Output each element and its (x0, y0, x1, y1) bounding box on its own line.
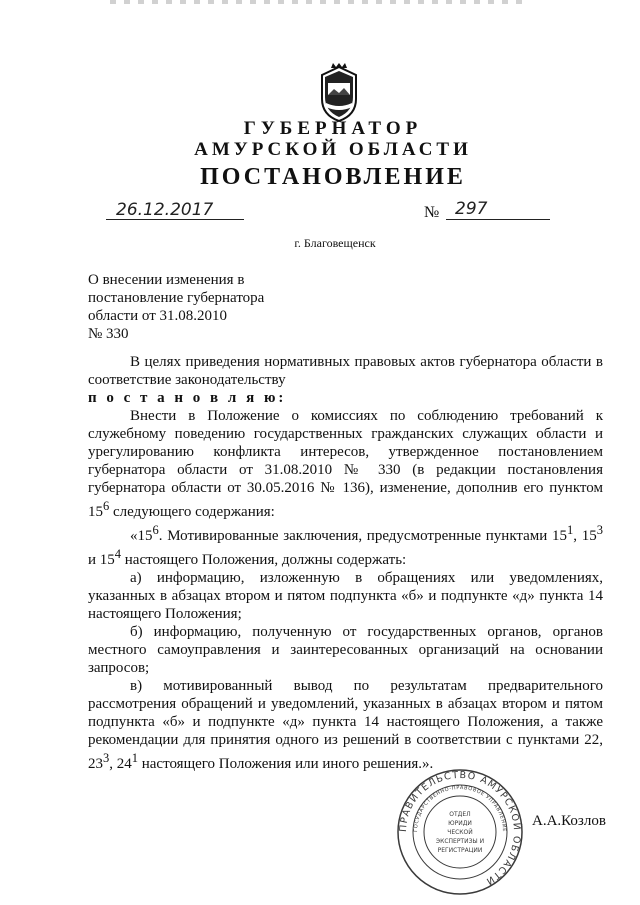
paragraph-text: настоящего Положения, должны содержать: (121, 552, 407, 568)
coat-of-arms-icon (316, 63, 362, 123)
superscript: 3 (103, 751, 110, 765)
stamp-ring-text: ПРАВИТЕЛЬСТВО АМУРСКОЙ ОБЛАСТИ (397, 769, 523, 888)
date-underline (106, 219, 244, 220)
subject-line: О внесении изменения в (88, 272, 245, 288)
scan-artifact (110, 0, 530, 4)
paragraph-text: «15 (130, 528, 153, 544)
superscript: 4 (114, 547, 122, 561)
paragraph-text: следующего содержания: (109, 504, 275, 520)
header-governor: ГУБЕРНАТОР (243, 118, 423, 139)
superscript: 3 (596, 523, 604, 537)
superscript: 6 (152, 523, 159, 537)
paragraph-text: настоящего Положения или иного решения.». (138, 756, 434, 772)
paragraph-15-6 (88, 521, 603, 569)
item-b: б) информацию, полученную от государственных органов, органов местного самоуправления и заинтересованных организаций на основании запросов; (88, 624, 603, 676)
stamp-inner-text: ГОСУДАРСТВЕННО-ПРАВОВОЕ УПРАВЛЕНИЕ (412, 784, 508, 833)
subject-line: области от 31.08.2010 (88, 308, 227, 324)
document-subject (88, 271, 264, 343)
stamp-center-line: ЧЕСКОЙ (447, 829, 473, 836)
document-type: ПОСТАНОВЛЕНИЕ (200, 164, 466, 190)
signature-name: А.А.Козлов (532, 813, 606, 829)
item-v (88, 677, 603, 773)
stamp-center-line: ОТДЕЛ (449, 811, 471, 818)
subject-line: № 330 (88, 326, 129, 342)
document-number: 297 (455, 199, 488, 219)
superscript: 1 (131, 751, 138, 765)
subject-line: постановление губернатора (88, 290, 265, 306)
paragraph-amendment (88, 407, 603, 521)
decree-word: п о с т а н о в л я ю: (88, 390, 287, 406)
official-stamp (396, 768, 524, 896)
paragraph-text: и 15 (88, 552, 115, 568)
paragraph-text: Внести в Положение о комиссиях по соблюдению требований к служебному поведению государственных гражданских служащих области и урегулированию конфликта интересов, утвержденное постановлением губернатора области от 31.08.2010 № 330 (в редакции постановления губернатора области от 30.05.2016 № 136), изменение, дополнив его пунктом 15 (88, 408, 603, 520)
preamble: В целях приведения нормативных правовых актов губернатора области в соответствие законодательству (88, 354, 603, 388)
paragraph-text: , 15 (573, 528, 597, 544)
stamp-center-line: РЕГИСТРАЦИИ (437, 847, 483, 854)
superscript: 6 (103, 499, 110, 513)
document-date: 26.12.2017 (116, 200, 214, 220)
city: г. Благовещенск (294, 236, 376, 250)
paragraph-text: , 24 (109, 756, 132, 772)
stamp-center-line: ЭКСПЕРТИЗЫ И (435, 838, 485, 845)
number-underline (446, 219, 550, 220)
superscript: 1 (567, 523, 574, 537)
paragraph-text: в) мотивированный вывод по результатам предварительного рассмотрения обращений и уведомлений, указанных в абзацах втором и пятом подпункта «б» и подпункте «д» пункта 14 настоящего Положения, а также рекомендации для принятия одного из решений в соответствии с пунктами 22, 23 (88, 678, 603, 772)
document-body (88, 353, 603, 773)
item-a: а) информацию, изложенную в обращениях или уведомлениях, указанных в абзацах втором и пятом подпункта «б» и подпункте «д» пункта 14 настоящего Положения; (88, 570, 603, 622)
paragraph-text: . Мотивированные заключения, предусмотренные пунктами 15 (158, 528, 568, 544)
stamp-center-line: ЮРИДИ (448, 820, 472, 827)
number-label: № (424, 204, 440, 221)
header-region: АМУРСКОЙ ОБЛАСТИ (194, 139, 472, 160)
